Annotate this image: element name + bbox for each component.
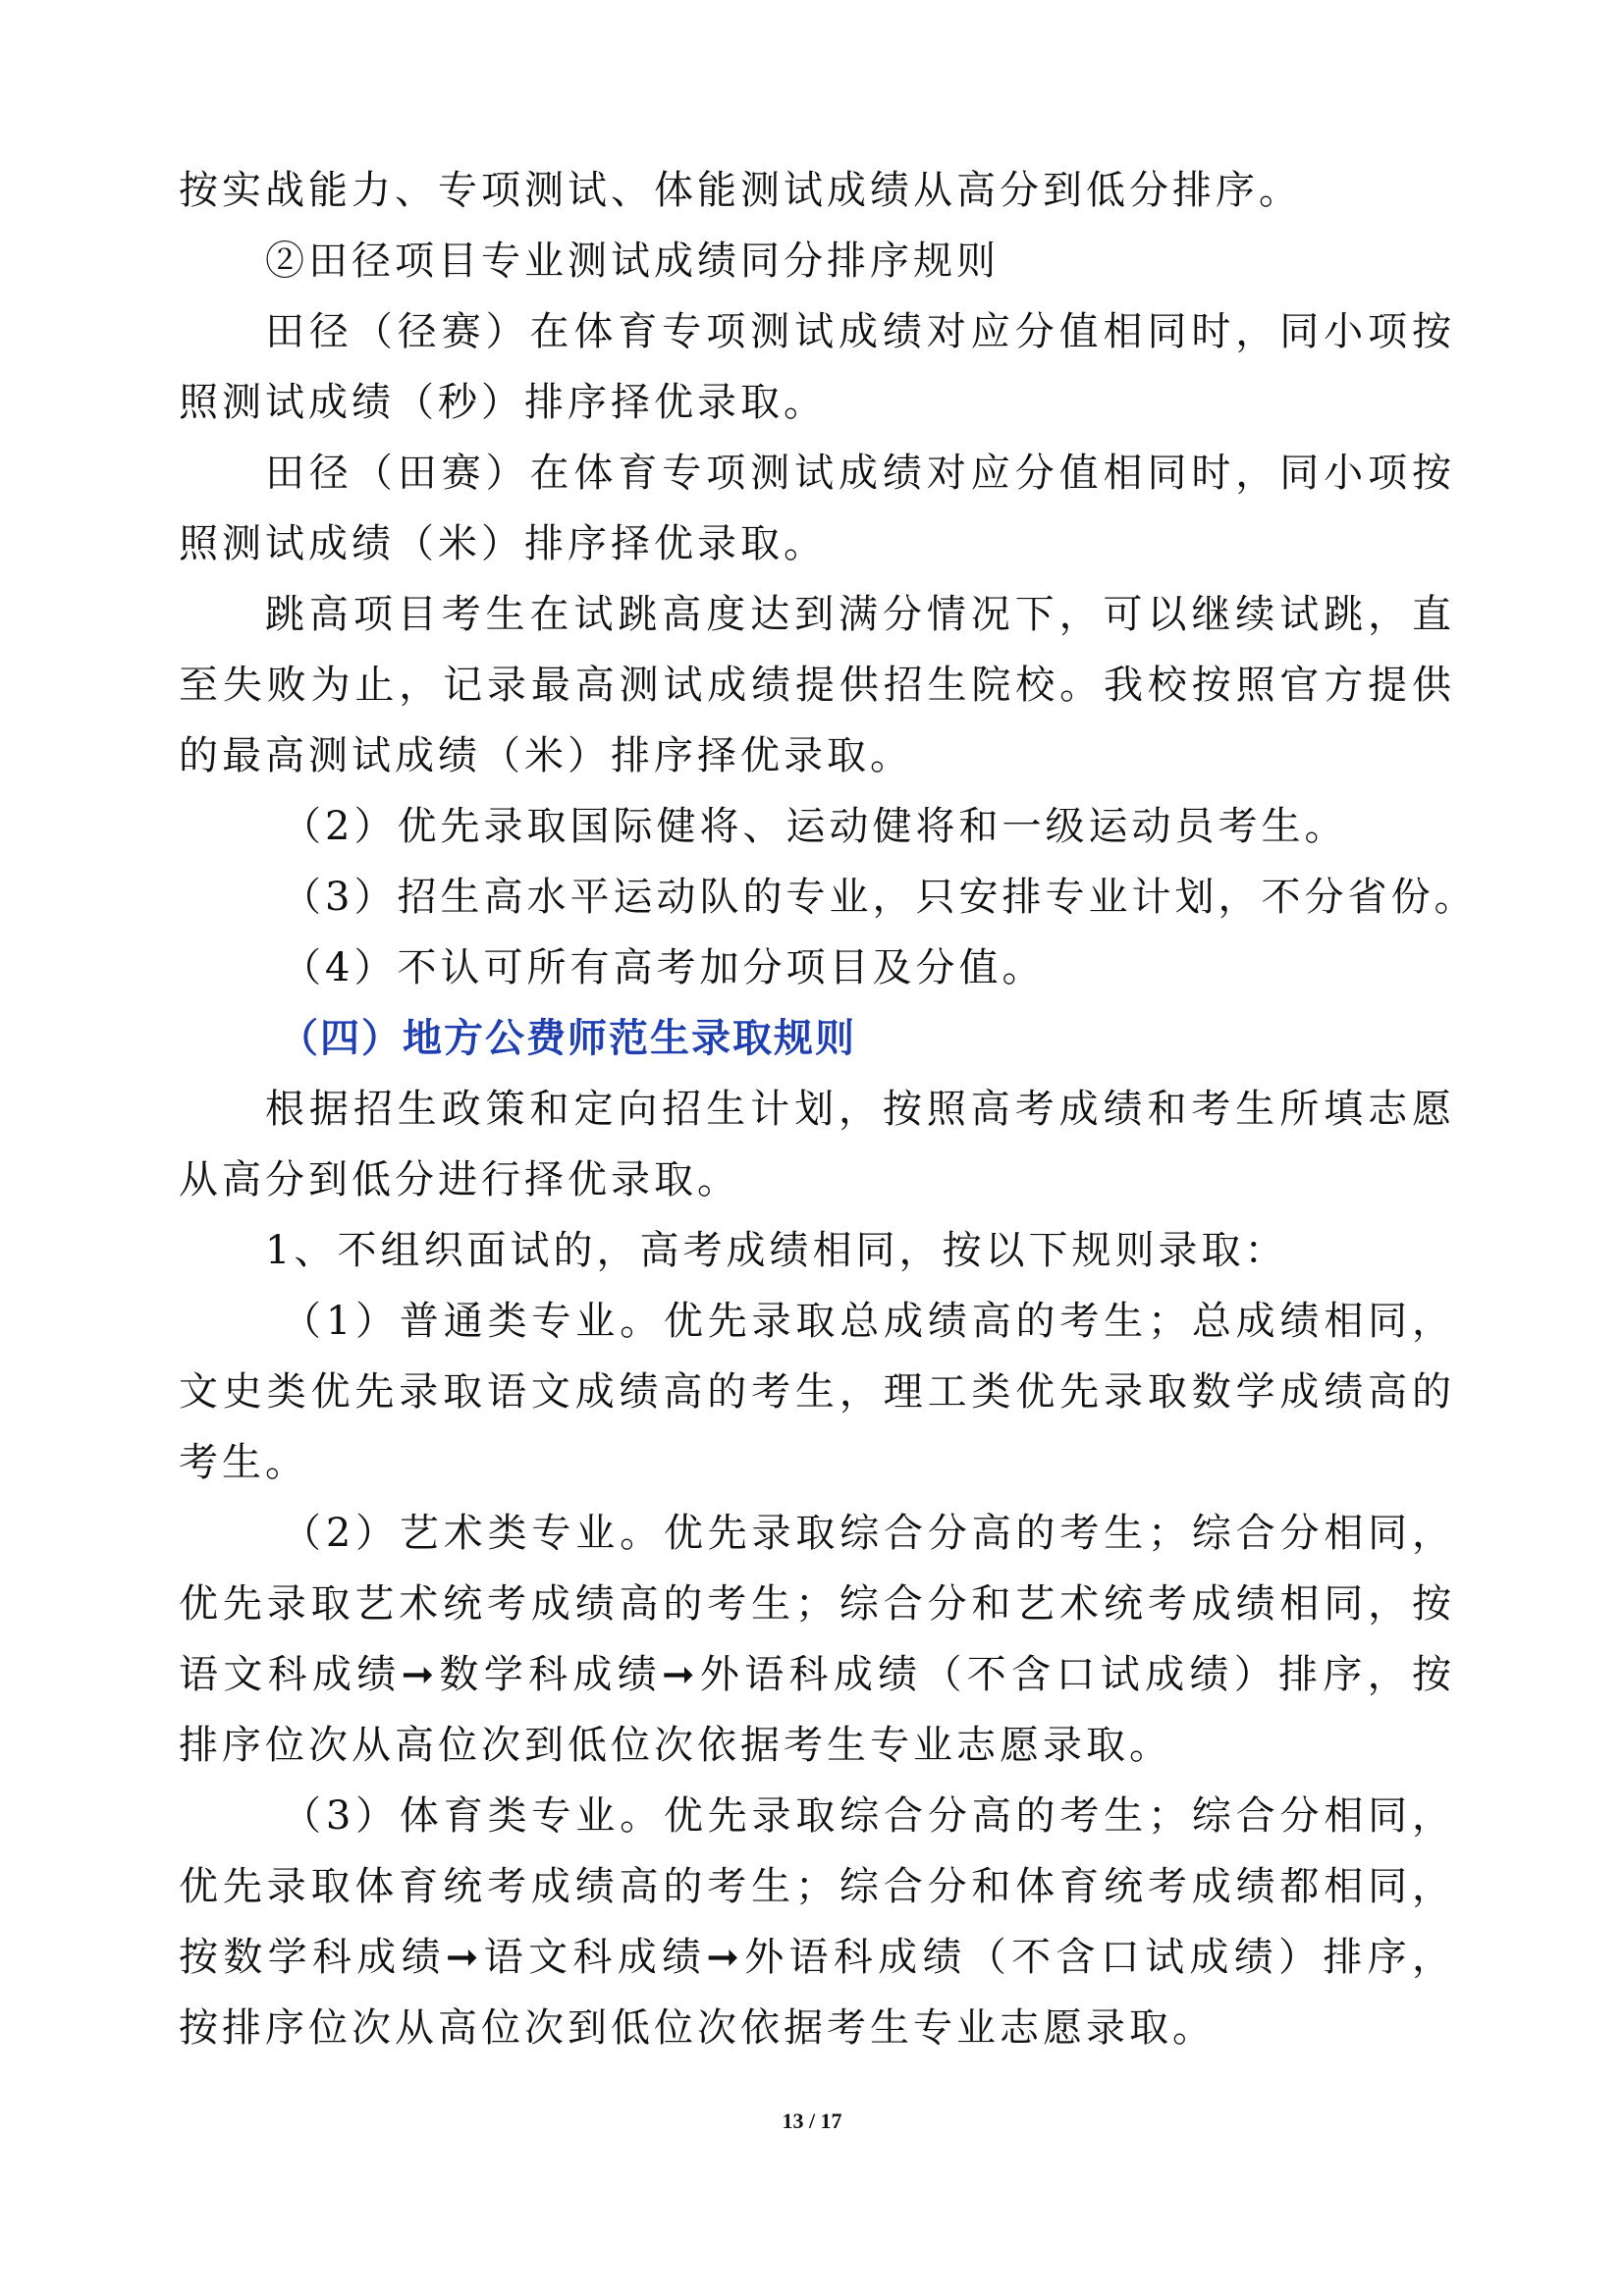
paragraph-field-events: 田径（田赛）在体育专项测试成绩对应分值相同时，同小项按照测试成绩（米）排序择优录取。 [179, 451, 1455, 566]
paragraph-high-jump: 跳高项目考生在试跳高度达到满分情况下，可以继续试跳，直至失败为止，记录最高测试成绩提供招生院校。我校按照官方提供的最高测试成绩（米）排序择优录取。 [179, 592, 1455, 778]
paragraph-sports-team-plan: （3）招生高水平运动队的专业，只安排专业计划，不分省份。 [282, 875, 1478, 920]
paragraph-sports-majors: （3）体育类专业。优先录取综合分高的考生；综合分相同，优先录取体育统考成绩高的考生；综合分和体育统考成绩都相同，按数学科成绩➞语文科成绩➞外语科成绩（不含口试成绩）排序，按排序位次从高位次到低位次依据考生专业志愿录取。 [179, 1793, 1455, 2051]
paragraph-admission-policy: 根据招生政策和定向招生计划，按照高考成绩和考生所填志愿从高分到低分进行择优录取。 [179, 1087, 1455, 1202]
paragraph-art-majors: （2）艺术类专业。优先录取综合分高的考生；综合分相同，优先录取艺术统考成绩高的考生；综合分和艺术统考成绩相同，按语文科成绩➞数学科成绩➞外语科成绩（不含口试成绩）排序，按排序位次从高位次到低位次依据考生专业志愿录取。 [179, 1511, 1455, 1768]
paragraph-no-interview-rule: 1、不组织面试的，高考成绩相同，按以下规则录取： [265, 1228, 1288, 1273]
paragraph-ranking-order: 按实战能力、专项测试、体能测试成绩从高分到低分排序。 [179, 168, 1302, 213]
page-number: 13 / 17 [782, 2109, 842, 2133]
paragraph-track-events: 田径（径赛）在体育专项测试成绩对应分值相同时，同小项按照测试成绩（秒）排序择优录取。 [179, 309, 1455, 425]
document-body [179, 155, 1478, 2063]
paragraph-general-majors: （1）普通类专业。优先录取总成绩高的考生；总成绩相同，文史类优先录取语文成绩高的考生，理工类优先录取数学成绩高的考生。 [179, 1299, 1455, 1485]
paragraph-track-field-rule-title: ②田径项目专业测试成绩同分排序规则 [265, 239, 1000, 284]
section-heading-public-teacher-students: （四）地方公费师范生录取规则 [279, 1016, 856, 1061]
paragraph-priority-athletes: （2）优先录取国际健将、运动健将和一级运动员考生。 [282, 804, 1348, 849]
paragraph-no-bonus-points: （4）不认可所有高考加分项目及分值。 [282, 945, 1046, 990]
